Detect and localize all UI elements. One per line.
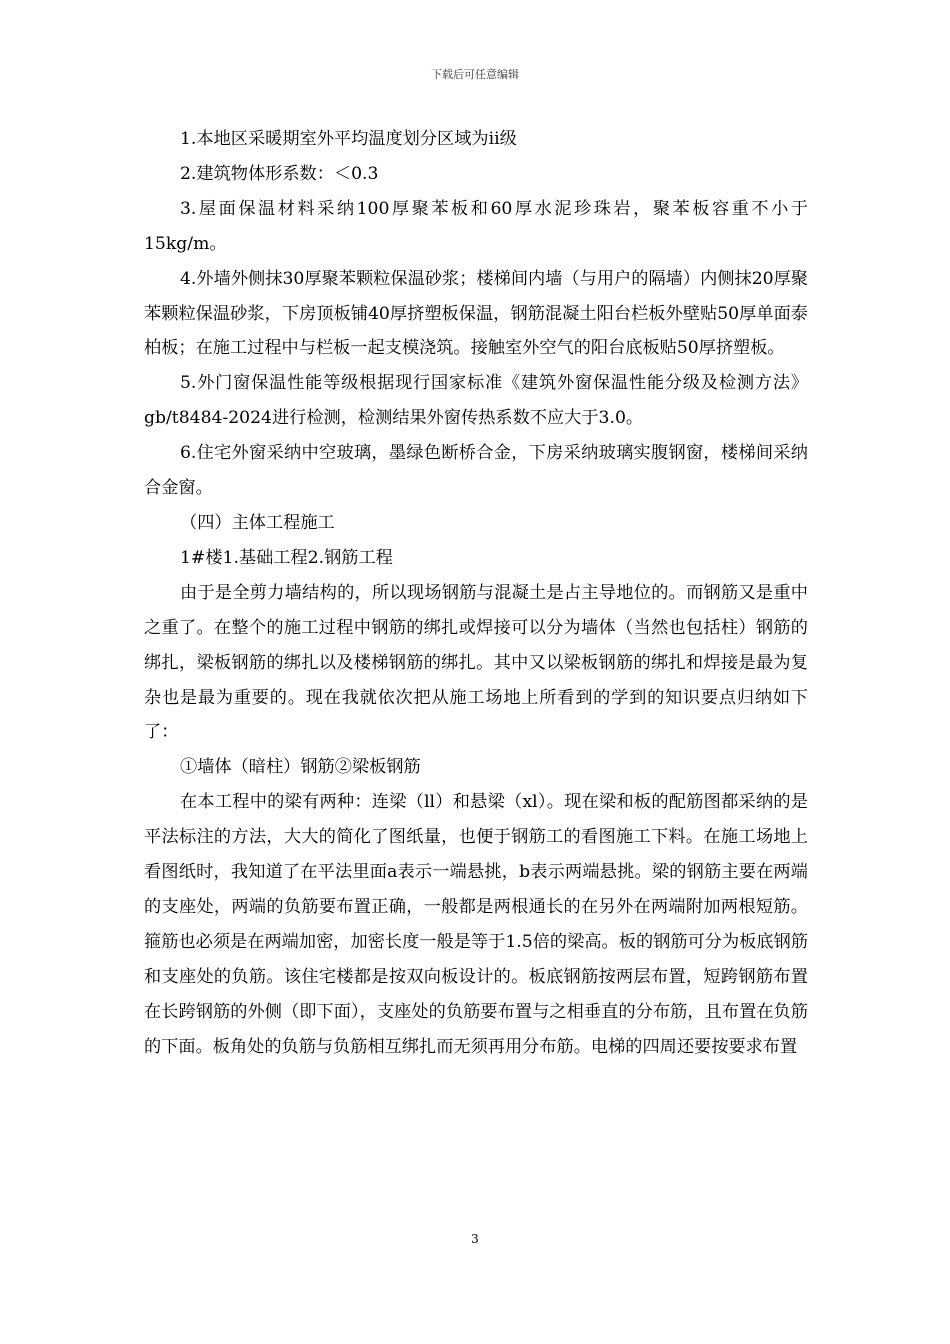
paragraph-4: 4.外墙外侧抹30厚聚苯颗粒保温砂浆；楼梯间内墙（与用户的隔墙）内侧抹20厚聚苯颗粒保温砂浆，下房顶板铺40厚挤塑板保温，钢筋混凝土阳台栏板外壁贴50厚单面泰柏板；在施工过程中与栏板一起支模浇筑。接触室外空气的阳台底板贴50厚挤塑板。 (144, 268, 808, 359)
paragraph-6: 6.住宅外窗采纳中空玻璃，墨绿色断桥合金，下房采纳玻璃实腹钢窗，楼梯间采纳合金窗。 (144, 443, 808, 499)
subsection-heading: 1#楼1.基础工程2.钢筋工程 (180, 547, 393, 568)
paragraph-5: 5.外门窗保温性能等级根据现行国家标准《建筑外窗保温性能分级及检测方法》gb/t8484-2024进行检测，检测结果外窗传热系数不应大于3.0。 (144, 373, 808, 429)
subsection-items: ①墙体（暗柱）钢筋②梁板钢筋 (180, 757, 421, 778)
page-number: 3 (471, 1232, 479, 1246)
paragraph-3: 3.屋面保温材料采纳100厚聚苯板和60厚水泥珍珠岩，聚苯板容重不小于15kg/m。 (144, 198, 808, 254)
paragraph-rebar-intro: 由于是全剪力墙结构的，所以现场钢筋与混凝土是占主导地位的。而钢筋又是重中之重了。在整个的施工过程中钢筋的绑扎或焊接可以分为墙体（当然也包括柱）钢筋的绑扎，梁板钢筋的绑扎以及楼梯钢筋的绑扎。其中又以梁板钢筋的绑扎和焊接是最为复杂也是最为重要的。现在我就依次把从施工场地上所看到的学到的知识要点归纳如下了： (144, 582, 808, 743)
paragraph-2: 2.建筑物体形系数：＜0.3 (180, 163, 379, 184)
paragraph-1: 1.本地区采暖期室外平均温度划分区域为ii级 (180, 129, 517, 149)
section-heading: （四）主体工程施工 (180, 512, 335, 533)
paragraph-beams: 在本工程中的梁有两种：连梁（ll）和悬梁（xl）。现在梁和板的配筋图都采纳的是平法标注的方法，大大的简化了图纸量，也便于钢筋工的看图施工下料。在施工场地上看图纸时，我知道了在平法里面a表示一端悬挑，b表示两端悬挑。梁的钢筋主要在两端的支座处，两端的负筋要布置正确，一般都是两根通长的在另外在两端附加两根短筋。箍筋也必须是在两端加密，加密长度一般是等于1.5倍的梁高。板的钢筋可分为板底钢筋和支座处的负筋。该住宅楼都是按双向板设计的。板底钢筋按两层布置，短跨钢筋布置在长跨钢筋的外侧（即下面），支座处的负筋要布置与之相垂直的分布筋，且布置在负筋的下面。板角处的负筋与负筋相互绑扎而无须再用分布筋。电梯的四周还要按要求布置 (144, 792, 808, 1057)
page-header: 下载后可任意编辑 (431, 68, 519, 81)
body-text (144, 122, 808, 1064)
